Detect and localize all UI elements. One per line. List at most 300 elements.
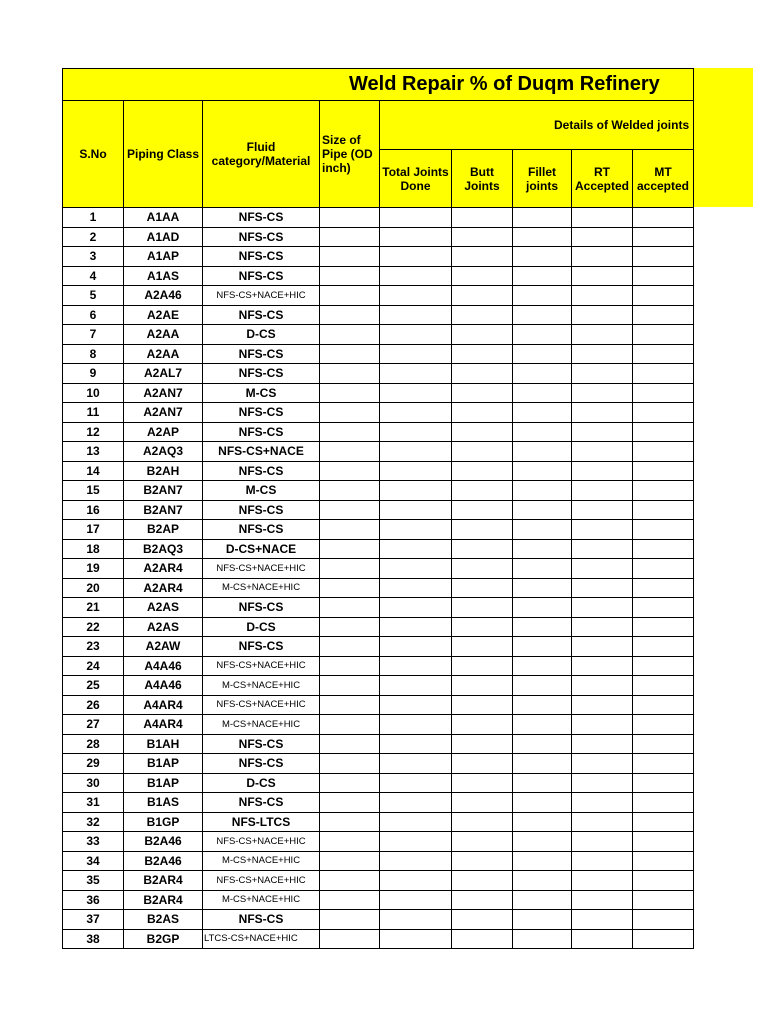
cell-total-joints: [380, 539, 452, 559]
cell-fluid-category: D-CS: [203, 773, 320, 793]
cell-fluid-category: NFS-LTCS: [203, 812, 320, 832]
cell-mt-accepted: [633, 539, 694, 559]
cell-rt-accepted: [572, 832, 633, 852]
cell-pipe-size: [320, 578, 380, 598]
cell-fluid-category: NFS-CS: [203, 910, 320, 930]
cell-fillet-joints: [513, 481, 572, 501]
cell-piping-class: B1AP: [124, 773, 203, 793]
cell-mt-accepted: [633, 754, 694, 774]
table-row: [63, 578, 694, 598]
cell-sno: 38: [63, 929, 124, 949]
cell-fluid-category: NFS-CS+NACE+HIC: [203, 559, 320, 579]
cell-piping-class: A2AE: [124, 305, 203, 325]
cell-total-joints: [380, 676, 452, 696]
cell-sno: 36: [63, 890, 124, 910]
cell-total-joints: [380, 325, 452, 345]
cell-piping-class: B2AR4: [124, 890, 203, 910]
cell-sno: 31: [63, 793, 124, 813]
cell-sno: 35: [63, 871, 124, 891]
cell-rt-accepted: [572, 481, 633, 501]
cell-mt-accepted: [633, 481, 694, 501]
cell-total-joints: [380, 247, 452, 267]
cell-fillet-joints: [513, 910, 572, 930]
cell-mt-accepted: [633, 793, 694, 813]
cell-piping-class: A2AQ3: [124, 442, 203, 462]
cell-butt-joints: [452, 500, 513, 520]
cell-fillet-joints: [513, 422, 572, 442]
cell-piping-class: A2AR4: [124, 578, 203, 598]
cell-rt-accepted: [572, 266, 633, 286]
cell-rt-accepted: [572, 734, 633, 754]
cell-mt-accepted: [633, 286, 694, 306]
cell-total-joints: [380, 559, 452, 579]
cell-fluid-category: D-CS: [203, 325, 320, 345]
cell-sno: 20: [63, 578, 124, 598]
cell-sno: 34: [63, 851, 124, 871]
table-row: [63, 325, 694, 345]
cell-fillet-joints: [513, 598, 572, 618]
cell-butt-joints: [452, 715, 513, 735]
cell-rt-accepted: [572, 559, 633, 579]
cell-sno: 28: [63, 734, 124, 754]
cell-butt-joints: [452, 481, 513, 501]
cell-pipe-size: [320, 481, 380, 501]
cell-pipe-size: [320, 539, 380, 559]
table-row: [63, 208, 694, 228]
cell-total-joints: [380, 266, 452, 286]
cell-mt-accepted: [633, 695, 694, 715]
cell-piping-class: A2AS: [124, 617, 203, 637]
cell-pipe-size: [320, 559, 380, 579]
table-row: [63, 305, 694, 325]
cell-sno: 27: [63, 715, 124, 735]
cell-sno: 30: [63, 773, 124, 793]
table-row: [63, 676, 694, 696]
cell-sno: 2: [63, 227, 124, 247]
cell-fluid-category: NFS-CS: [203, 520, 320, 540]
cell-mt-accepted: [633, 929, 694, 949]
cell-mt-accepted: [633, 715, 694, 735]
table-row: [63, 520, 694, 540]
cell-mt-accepted: [633, 832, 694, 852]
cell-piping-class: A4AR4: [124, 715, 203, 735]
cell-fluid-category: M-CS+NACE+HIC: [203, 851, 320, 871]
cell-rt-accepted: [572, 676, 633, 696]
cell-piping-class: B1AH: [124, 734, 203, 754]
table-row: [63, 637, 694, 657]
cell-butt-joints: [452, 734, 513, 754]
cell-sno: 7: [63, 325, 124, 345]
cell-butt-joints: [452, 656, 513, 676]
cell-fluid-category: NFS-CS: [203, 500, 320, 520]
cell-rt-accepted: [572, 598, 633, 618]
cell-piping-class: B1AS: [124, 793, 203, 813]
cell-mt-accepted: [633, 520, 694, 540]
cell-butt-joints: [452, 247, 513, 267]
cell-mt-accepted: [633, 637, 694, 657]
cell-fluid-category: M-CS: [203, 383, 320, 403]
cell-total-joints: [380, 617, 452, 637]
cell-piping-class: B2AP: [124, 520, 203, 540]
cell-fillet-joints: [513, 851, 572, 871]
cell-total-joints: [380, 461, 452, 481]
cell-fluid-category: M-CS+NACE+HIC: [203, 715, 320, 735]
cell-piping-class: A1AD: [124, 227, 203, 247]
cell-sno: 12: [63, 422, 124, 442]
cell-fillet-joints: [513, 656, 572, 676]
cell-sno: 4: [63, 266, 124, 286]
cell-piping-class: A2A46: [124, 286, 203, 306]
cell-fluid-category: D-CS+NACE: [203, 539, 320, 559]
table-row: [63, 383, 694, 403]
cell-mt-accepted: [633, 773, 694, 793]
cell-rt-accepted: [572, 578, 633, 598]
table-row: [63, 734, 694, 754]
cell-pipe-size: [320, 617, 380, 637]
cell-piping-class: B2AN7: [124, 500, 203, 520]
cell-sno: 6: [63, 305, 124, 325]
header-welded-joint-details: Details of Welded joints: [380, 101, 694, 150]
cell-sno: 26: [63, 695, 124, 715]
cell-rt-accepted: [572, 364, 633, 384]
cell-mt-accepted: [633, 871, 694, 891]
cell-mt-accepted: [633, 617, 694, 637]
cell-rt-accepted: [572, 286, 633, 306]
cell-piping-class: B2AQ3: [124, 539, 203, 559]
cell-sno: 21: [63, 598, 124, 618]
cell-piping-class: A2AA: [124, 344, 203, 364]
cell-butt-joints: [452, 617, 513, 637]
cell-piping-class: A1AA: [124, 208, 203, 228]
cell-fluid-category: NFS-CS+NACE+HIC: [203, 286, 320, 306]
cell-rt-accepted: [572, 890, 633, 910]
cell-butt-joints: [452, 578, 513, 598]
cell-total-joints: [380, 637, 452, 657]
cell-mt-accepted: [633, 890, 694, 910]
cell-sno: 10: [63, 383, 124, 403]
cell-piping-class: B2AS: [124, 910, 203, 930]
cell-pipe-size: [320, 422, 380, 442]
cell-fluid-category: M-CS: [203, 481, 320, 501]
cell-butt-joints: [452, 754, 513, 774]
cell-piping-class: A2AS: [124, 598, 203, 618]
cell-sno: 37: [63, 910, 124, 930]
cell-rt-accepted: [572, 305, 633, 325]
cell-butt-joints: [452, 305, 513, 325]
cell-total-joints: [380, 442, 452, 462]
cell-rt-accepted: [572, 403, 633, 423]
cell-fluid-category: M-CS+NACE+HIC: [203, 890, 320, 910]
table-row: [63, 500, 694, 520]
cell-sno: 33: [63, 832, 124, 852]
cell-pipe-size: [320, 325, 380, 345]
cell-mt-accepted: [633, 910, 694, 930]
cell-total-joints: [380, 890, 452, 910]
cell-rt-accepted: [572, 247, 633, 267]
cell-piping-class: A4AR4: [124, 695, 203, 715]
cell-pipe-size: [320, 286, 380, 306]
cell-fillet-joints: [513, 695, 572, 715]
cell-sno: 22: [63, 617, 124, 637]
table-row: [63, 422, 694, 442]
cell-sno: 11: [63, 403, 124, 423]
header-mt-accepted: MT accepted: [633, 150, 694, 208]
cell-fluid-category: NFS-CS+NACE+HIC: [203, 695, 320, 715]
cell-mt-accepted: [633, 403, 694, 423]
cell-mt-accepted: [633, 851, 694, 871]
cell-butt-joints: [452, 910, 513, 930]
header-fillet-joints: Fillet joints: [513, 150, 572, 208]
cell-sno: 24: [63, 656, 124, 676]
cell-piping-class: B1GP: [124, 812, 203, 832]
cell-pipe-size: [320, 266, 380, 286]
cell-pipe-size: [320, 500, 380, 520]
header-pipe-size: Size of Pipe (OD inch): [320, 101, 380, 208]
cell-total-joints: [380, 578, 452, 598]
cell-butt-joints: [452, 208, 513, 228]
cell-mt-accepted: [633, 734, 694, 754]
cell-fluid-category: NFS-CS: [203, 754, 320, 774]
cell-rt-accepted: [572, 461, 633, 481]
cell-rt-accepted: [572, 383, 633, 403]
cell-pipe-size: [320, 734, 380, 754]
cell-pipe-size: [320, 890, 380, 910]
cell-rt-accepted: [572, 539, 633, 559]
table-row: [63, 364, 694, 384]
cell-fillet-joints: [513, 247, 572, 267]
cell-pipe-size: [320, 851, 380, 871]
header-fill-overflow: [693, 68, 753, 207]
cell-fluid-category: NFS-CS: [203, 247, 320, 267]
cell-mt-accepted: [633, 656, 694, 676]
cell-fillet-joints: [513, 637, 572, 657]
table-row: [63, 539, 694, 559]
cell-fillet-joints: [513, 442, 572, 462]
cell-sno: 5: [63, 286, 124, 306]
cell-total-joints: [380, 851, 452, 871]
cell-total-joints: [380, 520, 452, 540]
header-sno: S.No: [63, 101, 124, 208]
cell-fillet-joints: [513, 383, 572, 403]
spreadsheet: [62, 68, 694, 949]
header-butt-joints: Butt Joints: [452, 150, 513, 208]
cell-rt-accepted: [572, 910, 633, 930]
cell-rt-accepted: [572, 851, 633, 871]
cell-mt-accepted: [633, 383, 694, 403]
cell-mt-accepted: [633, 305, 694, 325]
cell-butt-joints: [452, 598, 513, 618]
header-piping-class: Piping Class: [124, 101, 203, 208]
cell-piping-class: B2AR4: [124, 871, 203, 891]
cell-mt-accepted: [633, 812, 694, 832]
cell-sno: 32: [63, 812, 124, 832]
cell-total-joints: [380, 227, 452, 247]
table-row: [63, 598, 694, 618]
cell-total-joints: [380, 383, 452, 403]
cell-mt-accepted: [633, 442, 694, 462]
cell-total-joints: [380, 422, 452, 442]
cell-butt-joints: [452, 890, 513, 910]
cell-pipe-size: [320, 461, 380, 481]
cell-sno: 9: [63, 364, 124, 384]
table-row: [63, 559, 694, 579]
cell-mt-accepted: [633, 247, 694, 267]
cell-butt-joints: [452, 266, 513, 286]
cell-fillet-joints: [513, 871, 572, 891]
table-row: [63, 656, 694, 676]
table-row: [63, 481, 694, 501]
table-row: [63, 442, 694, 462]
cell-fluid-category: NFS-CS: [203, 598, 320, 618]
cell-total-joints: [380, 656, 452, 676]
cell-pipe-size: [320, 832, 380, 852]
table-row: [63, 851, 694, 871]
cell-fillet-joints: [513, 617, 572, 637]
cell-mt-accepted: [633, 559, 694, 579]
cell-pipe-size: [320, 383, 380, 403]
cell-piping-class: A4A46: [124, 656, 203, 676]
table-row: [63, 793, 694, 813]
cell-butt-joints: [452, 227, 513, 247]
cell-mt-accepted: [633, 364, 694, 384]
cell-mt-accepted: [633, 578, 694, 598]
cell-rt-accepted: [572, 812, 633, 832]
cell-sno: 18: [63, 539, 124, 559]
cell-total-joints: [380, 344, 452, 364]
cell-fluid-category: M-CS+NACE+HIC: [203, 676, 320, 696]
cell-fluid-category: D-CS: [203, 617, 320, 637]
cell-fillet-joints: [513, 734, 572, 754]
cell-total-joints: [380, 715, 452, 735]
cell-rt-accepted: [572, 637, 633, 657]
table-row: [63, 286, 694, 306]
cell-pipe-size: [320, 910, 380, 930]
cell-sno: 23: [63, 637, 124, 657]
cell-mt-accepted: [633, 344, 694, 364]
cell-butt-joints: [452, 832, 513, 852]
cell-fluid-category: NFS-CS: [203, 208, 320, 228]
cell-piping-class: A1AS: [124, 266, 203, 286]
cell-piping-class: B2AN7: [124, 481, 203, 501]
cell-mt-accepted: [633, 422, 694, 442]
cell-piping-class: A4A46: [124, 676, 203, 696]
cell-pipe-size: [320, 247, 380, 267]
cell-butt-joints: [452, 539, 513, 559]
cell-fluid-category: NFS-CS+NACE+HIC: [203, 871, 320, 891]
cell-fillet-joints: [513, 208, 572, 228]
cell-total-joints: [380, 929, 452, 949]
cell-mt-accepted: [633, 266, 694, 286]
cell-fluid-category: NFS-CS: [203, 344, 320, 364]
cell-fluid-category: NFS-CS: [203, 793, 320, 813]
cell-total-joints: [380, 773, 452, 793]
cell-fillet-joints: [513, 461, 572, 481]
cell-pipe-size: [320, 676, 380, 696]
header-row-1: [63, 101, 694, 150]
cell-fillet-joints: [513, 364, 572, 384]
cell-fillet-joints: [513, 715, 572, 735]
cell-fillet-joints: [513, 403, 572, 423]
cell-mt-accepted: [633, 227, 694, 247]
cell-pipe-size: [320, 305, 380, 325]
cell-total-joints: [380, 812, 452, 832]
cell-pipe-size: [320, 442, 380, 462]
cell-fillet-joints: [513, 227, 572, 247]
cell-total-joints: [380, 403, 452, 423]
table-row: [63, 832, 694, 852]
cell-total-joints: [380, 500, 452, 520]
cell-rt-accepted: [572, 695, 633, 715]
cell-mt-accepted: [633, 500, 694, 520]
cell-piping-class: B2A46: [124, 832, 203, 852]
cell-fluid-category: NFS-CS: [203, 403, 320, 423]
cell-mt-accepted: [633, 676, 694, 696]
cell-piping-class: A2AA: [124, 325, 203, 345]
cell-fluid-category: NFS-CS+NACE+HIC: [203, 832, 320, 852]
cell-rt-accepted: [572, 773, 633, 793]
table-row: [63, 812, 694, 832]
cell-piping-class: B2GP: [124, 929, 203, 949]
cell-fillet-joints: [513, 520, 572, 540]
table-row: [63, 890, 694, 910]
title-row: [63, 69, 694, 101]
cell-butt-joints: [452, 383, 513, 403]
cell-rt-accepted: [572, 871, 633, 891]
cell-pipe-size: [320, 695, 380, 715]
cell-fillet-joints: [513, 266, 572, 286]
cell-sno: 8: [63, 344, 124, 364]
cell-butt-joints: [452, 695, 513, 715]
cell-sno: 29: [63, 754, 124, 774]
cell-butt-joints: [452, 929, 513, 949]
cell-total-joints: [380, 598, 452, 618]
cell-pipe-size: [320, 598, 380, 618]
cell-fluid-category: NFS-CS: [203, 461, 320, 481]
cell-sno: 17: [63, 520, 124, 540]
cell-fluid-category: NFS-CS: [203, 637, 320, 657]
cell-fluid-category: NFS-CS: [203, 422, 320, 442]
cell-butt-joints: [452, 422, 513, 442]
cell-rt-accepted: [572, 520, 633, 540]
cell-butt-joints: [452, 676, 513, 696]
cell-rt-accepted: [572, 656, 633, 676]
cell-total-joints: [380, 208, 452, 228]
cell-fillet-joints: [513, 890, 572, 910]
cell-piping-class: A2AL7: [124, 364, 203, 384]
cell-total-joints: [380, 832, 452, 852]
cell-mt-accepted: [633, 325, 694, 345]
cell-butt-joints: [452, 773, 513, 793]
cell-pipe-size: [320, 929, 380, 949]
cell-sno: 13: [63, 442, 124, 462]
table-row: [63, 403, 694, 423]
cell-fillet-joints: [513, 344, 572, 364]
cell-butt-joints: [452, 364, 513, 384]
cell-fillet-joints: [513, 305, 572, 325]
cell-butt-joints: [452, 637, 513, 657]
cell-fillet-joints: [513, 754, 572, 774]
cell-rt-accepted: [572, 617, 633, 637]
weld-repair-table: [62, 68, 694, 949]
cell-mt-accepted: [633, 208, 694, 228]
table-row: [63, 461, 694, 481]
cell-fillet-joints: [513, 559, 572, 579]
cell-sno: 14: [63, 461, 124, 481]
cell-pipe-size: [320, 208, 380, 228]
cell-fillet-joints: [513, 676, 572, 696]
cell-fillet-joints: [513, 773, 572, 793]
cell-pipe-size: [320, 715, 380, 735]
